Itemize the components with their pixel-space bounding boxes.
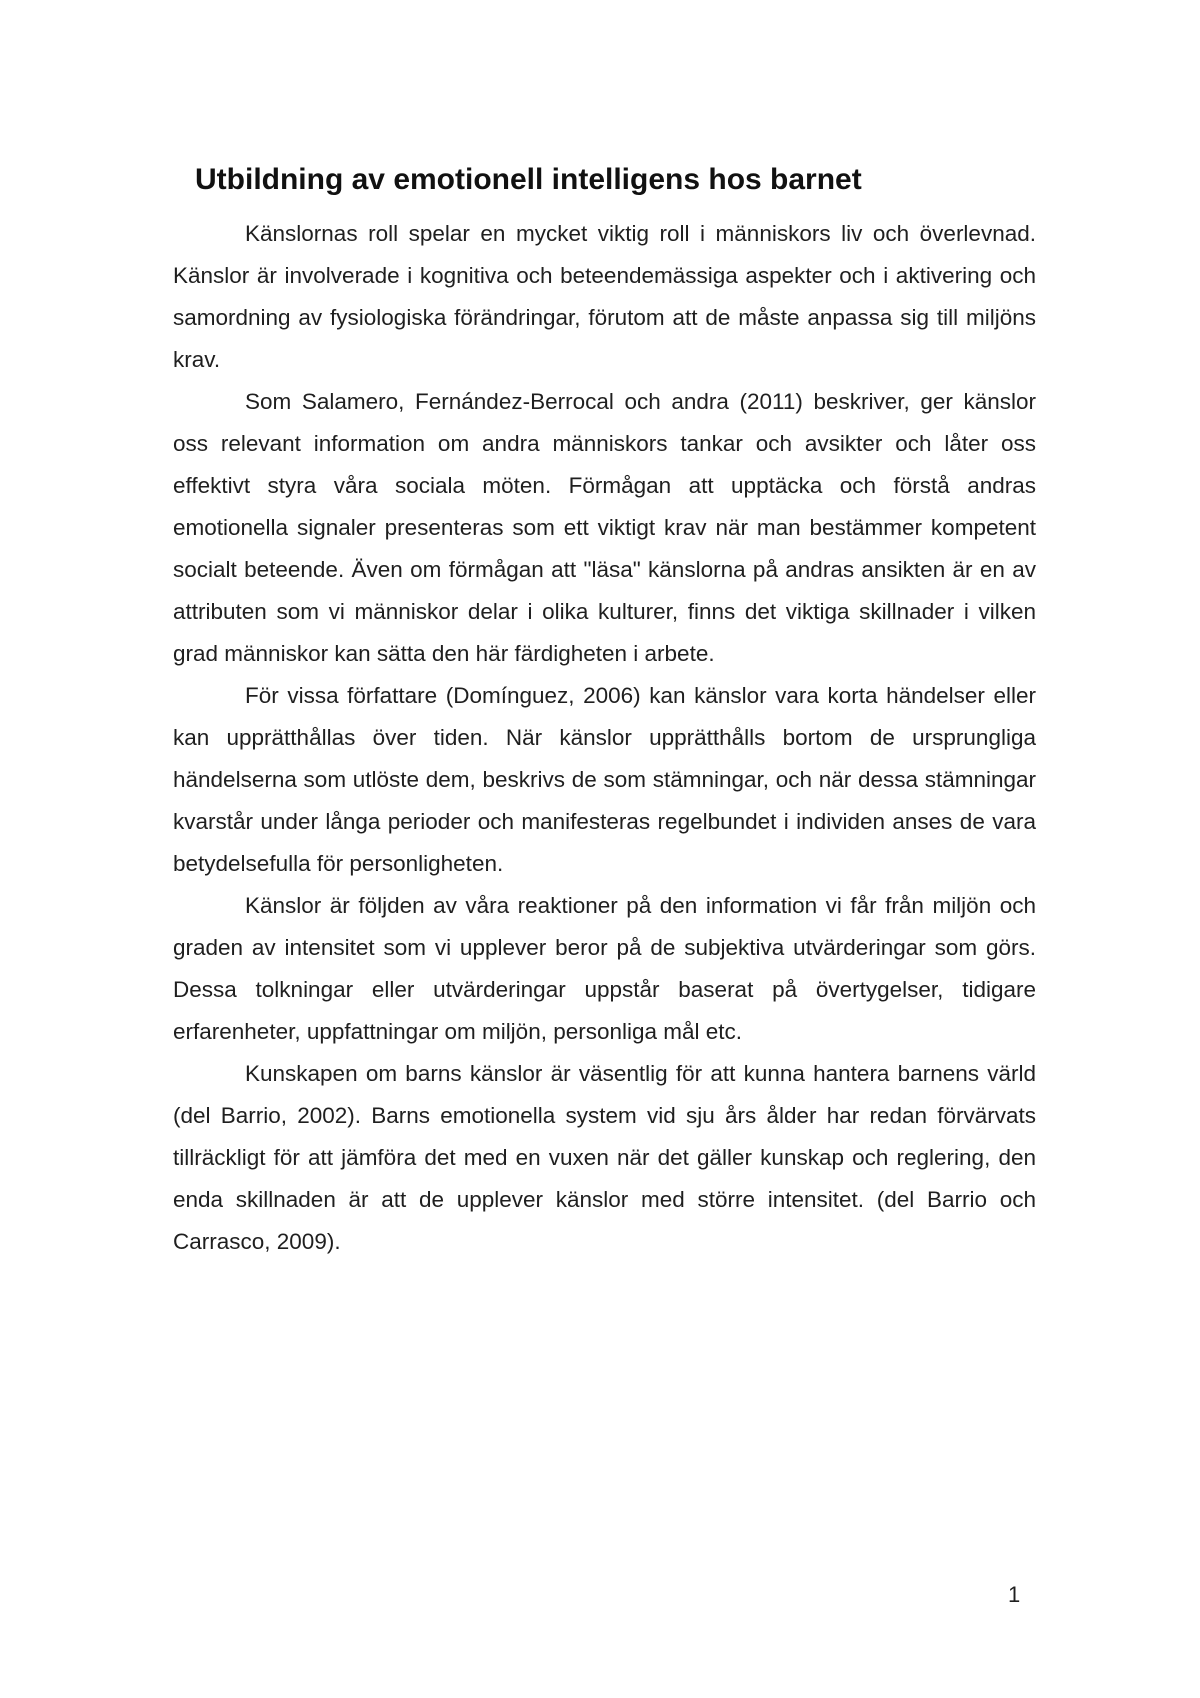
paragraph-4: Känslor är följden av våra reaktioner på den information vi får från miljön och graden av intensitet som vi upplever beror på de subjektiva utvärderingar som görs. Dessa tolkningar eller utvärderingar uppstår baserat på övertygelser, tidigare erfarenheter, uppfattningar om miljön, personliga mål etc. <box>173 893 1036 1044</box>
page-number: 1 <box>1008 1582 1021 1607</box>
paragraph-2: Som Salamero, Fernández-Berrocal och andra (2011) beskriver, ger känslor oss relevant information om andra människors tankar och avsikter och låter oss effektivt styra våra sociala möten. Förmågan att upptäcka och förstå andras emotionella signaler presenteras som ett viktigt krav när man bestämmer kompetent socialt beteende. Även om förmågan att "läsa" känslorna på andras ansikten är en av attributen som vi människor delar i olika kulturer, finns det viktiga skillnader i vilken grad människor kan sätta den här färdigheten i arbete. <box>173 389 1036 666</box>
document-title: Utbildning av emotionell intelligens hos barnet <box>195 163 862 196</box>
paragraph-5: Kunskapen om barns känslor är väsentlig för att kunna hantera barnens värld (del Barrio, 2002). Barns emotionella system vid sju års ålder har redan förvärvats tillräckligt för att jämföra det med en vuxen när det gäller kunskap och reglering, den enda skillnaden är att de upplever känslor med större intensitet. (del Barrio och Carrasco, 2009). <box>173 1061 1036 1254</box>
document-body <box>173 213 1036 1263</box>
paragraph-3: För vissa författare (Domínguez, 2006) kan känslor vara korta händelser eller kan upprätthållas över tiden. När känslor upprätthålls bortom de ursprungliga händelserna som utlöste dem, beskrivs de som stämningar, och när dessa stämningar kvarstår under långa perioder och manifesteras regelbundet i individen anses de vara betydelsefulla för personligheten. <box>173 683 1036 876</box>
paragraph-1: Känslornas roll spelar en mycket viktig roll i människors liv och överlevnad. Känslor är involverade i kognitiva och beteendemässiga aspekter och i aktivering och samordning av fysiologiska förändringar, förutom att de måste anpassa sig till miljöns krav. <box>173 221 1036 372</box>
